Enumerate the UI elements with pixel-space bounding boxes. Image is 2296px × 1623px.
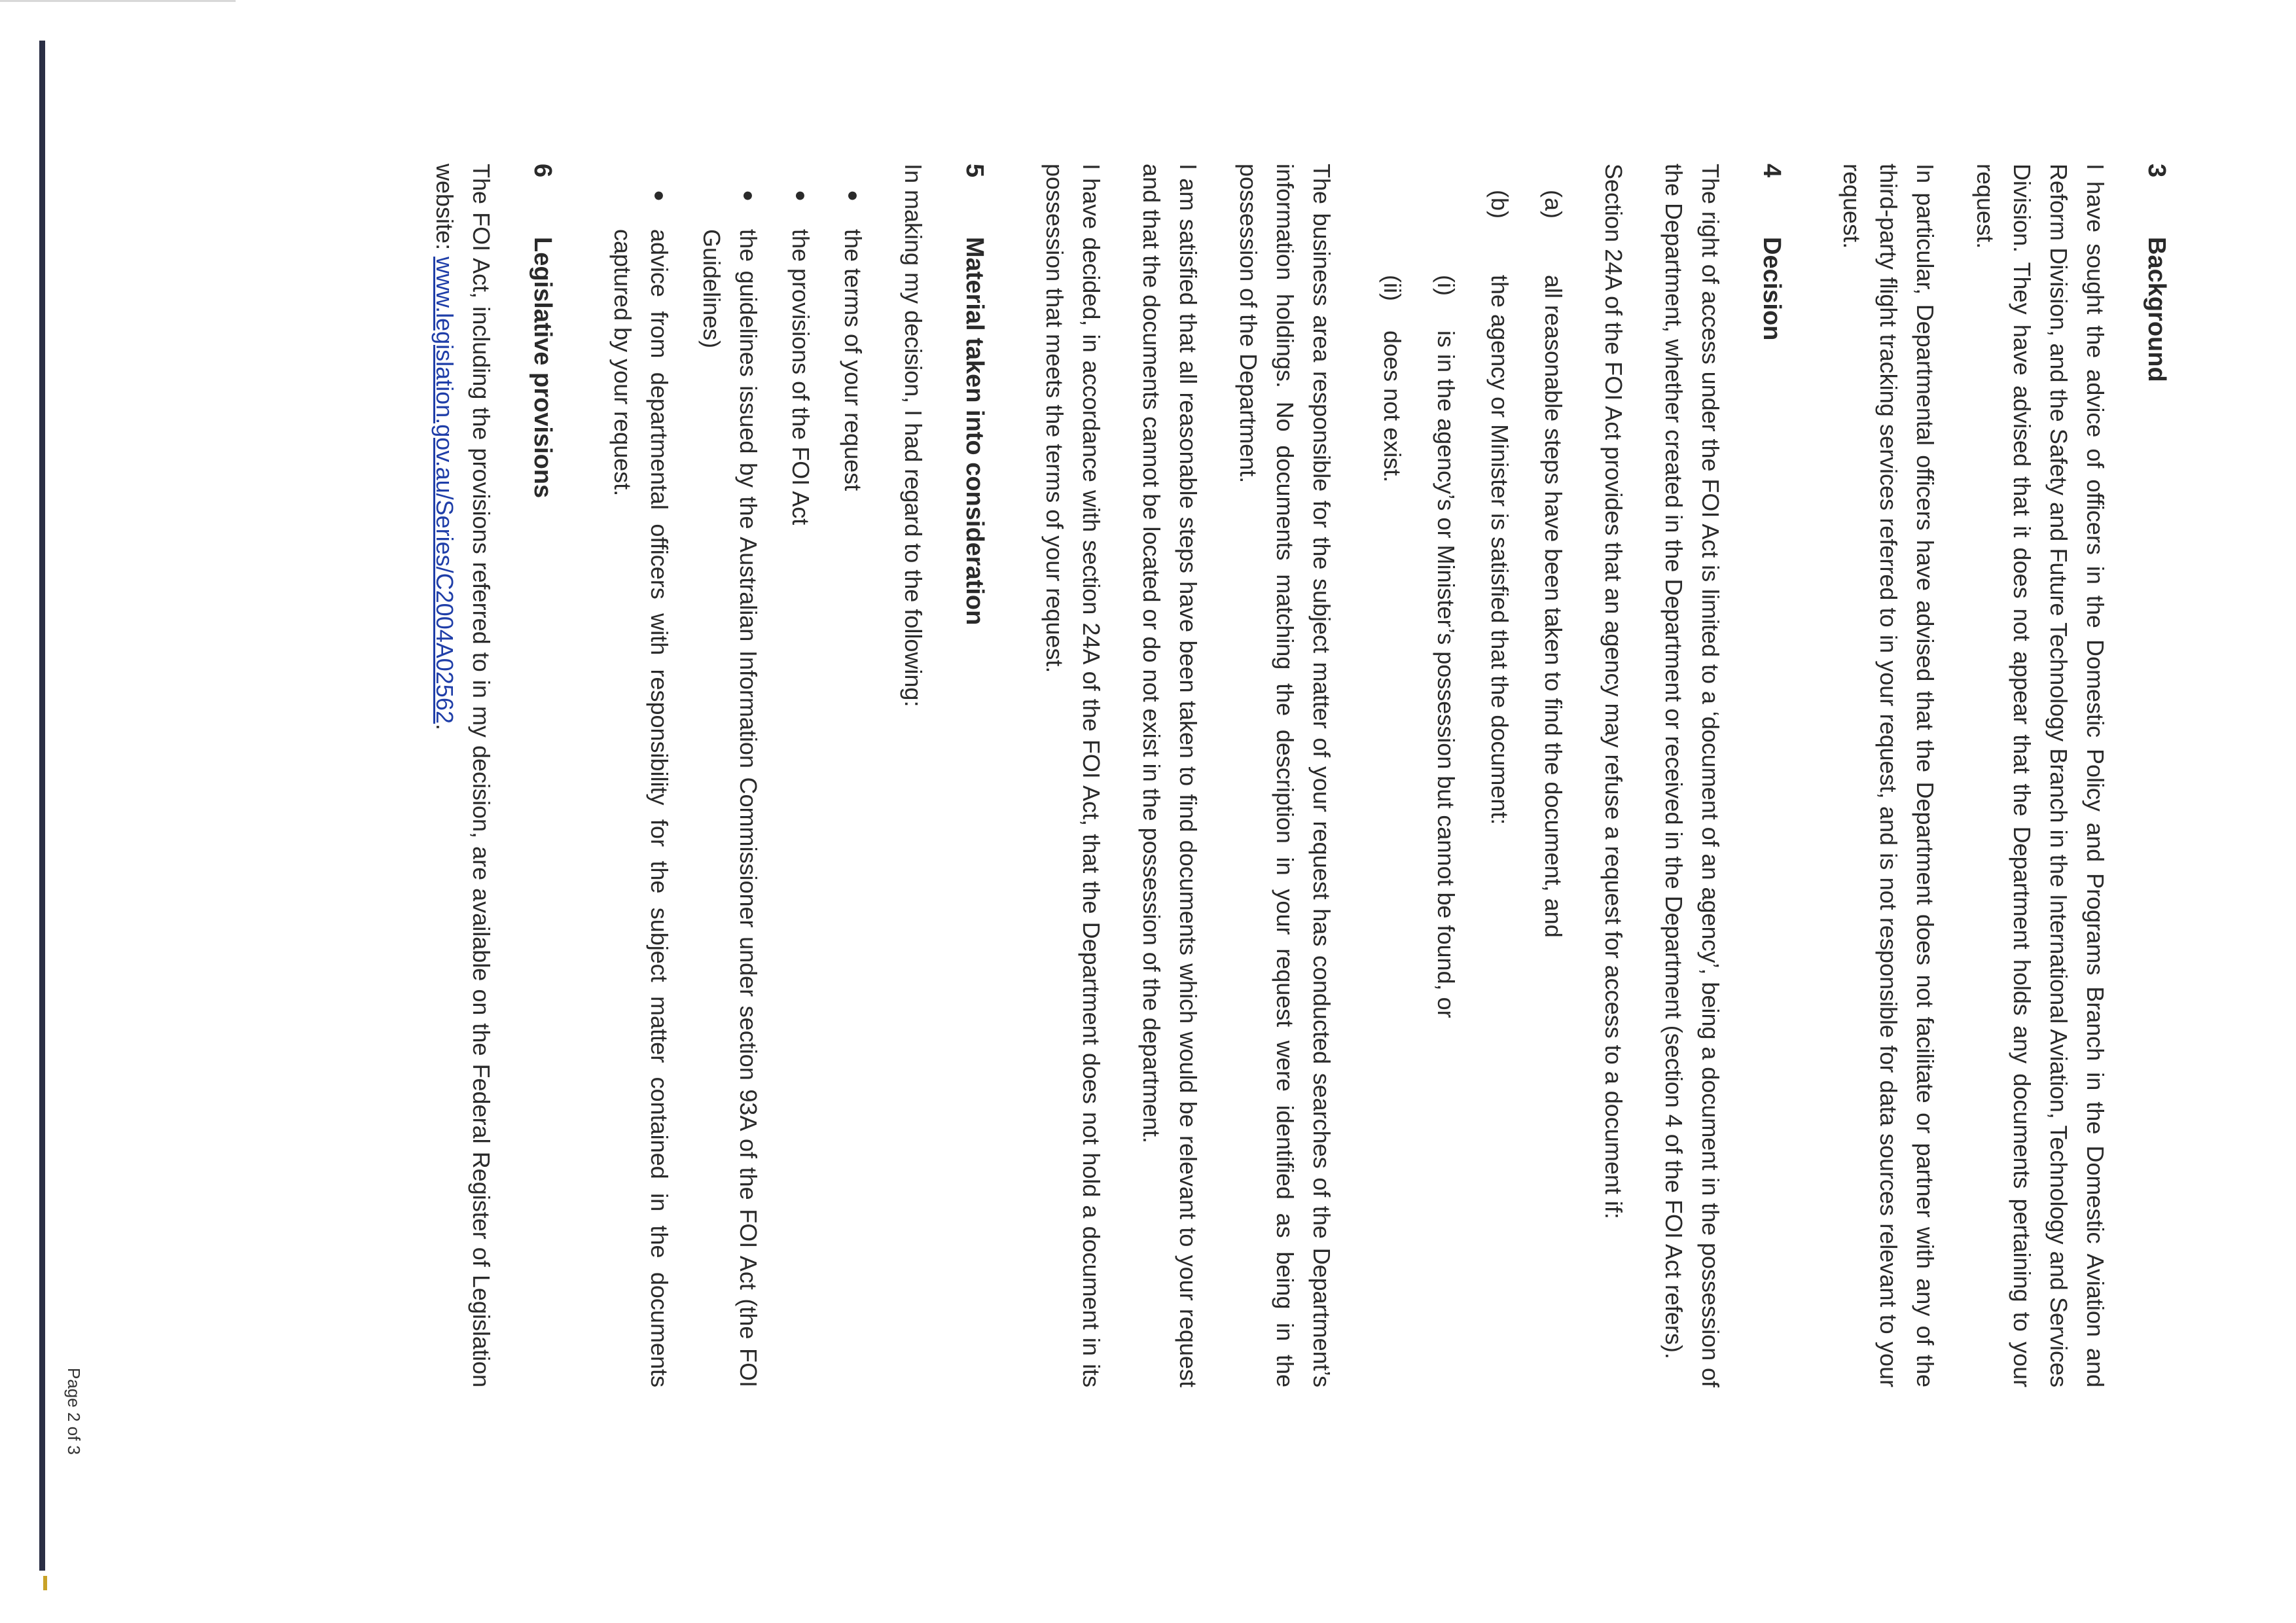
list-marker: (a) — [1540, 190, 1567, 219]
section-title: Decision — [1758, 237, 1785, 341]
section-number: 4 — [1758, 164, 1785, 178]
section-number: 5 — [961, 164, 988, 178]
paragraph: The right of access under the FOI Act is limited to a ‘document of an agency’, being a document in the possession of the Department, whether created in the Department or received in the Department (section 4 of the FOI Act refers). — [1660, 164, 1724, 1387]
paragraph: I am satisfied that all reasonable steps have been taken to find documents which would be relevant to your request and that the documents cannot be located or do not exist in the possession of the department. — [1138, 164, 1202, 1387]
list-item-text: all reasonable steps have been taken to find the document, and — [1540, 275, 1567, 938]
list-item-text: is in the agency’s or Minister’s possession but cannot be found, or — [1433, 330, 1460, 1018]
bullet-icon: ● — [842, 190, 864, 202]
bullet-icon: ● — [790, 190, 812, 202]
list-item — [1357, 164, 1518, 1387]
page-number: Page 2 of 3 — [64, 1368, 84, 1455]
section-decision — [1036, 164, 1790, 1387]
section-material — [604, 164, 993, 1387]
section-heading — [1753, 164, 1790, 1387]
paragraph — [426, 164, 499, 1387]
list-marker: (b) — [1486, 190, 1513, 219]
bullet-item — [782, 164, 819, 1387]
document-body — [383, 164, 2175, 1387]
section-number: 6 — [529, 164, 556, 178]
section-heading — [524, 164, 561, 1387]
list-item-body — [1357, 275, 1518, 1387]
list-item-text: the agency or Minister is satisfied that the document: — [1486, 275, 1513, 825]
paragraph: The business area responsible for the subject matter of your request has conducted searches of the Department’s information holdings. No documents matching the description in your request were identified as being in the possession of the Department. — [1235, 164, 1335, 1387]
bullet-item — [834, 164, 871, 1387]
section-legislative — [426, 164, 561, 1387]
bullet-icon: ● — [649, 190, 670, 202]
section-number: 3 — [2143, 164, 2170, 178]
section-title: Material taken into consideration — [961, 237, 988, 626]
paragraph: I have decided, in accordance with section 24A of the FOI Act, that the Department does not hold a document in its possession that meets the terms of your request. — [1041, 164, 1105, 1387]
bullet-list — [604, 164, 871, 1387]
sub-condition-list — [1374, 275, 1464, 1387]
list-item — [1535, 164, 1571, 1387]
bullet-text: the provisions of the FOI Act — [787, 229, 814, 526]
section-title: Background — [2143, 237, 2170, 382]
bullet-text: the terms of your request — [840, 229, 867, 491]
list-marker: (ii) — [1379, 275, 1406, 301]
list-marker: (i) — [1433, 275, 1460, 296]
section-background — [1833, 164, 2175, 1387]
bullet-item — [604, 164, 677, 1387]
legislation-link[interactable]: www.legislation.gov.au/Series/C2004A02562 — [431, 257, 458, 724]
bullet-text: advice from departmental officers with responsibility for the subject matter contained in the documents captured by your request. — [609, 229, 673, 1387]
paragraph: Section 24A of the FOI Act provides that an agency may refuse a request for access to a document if: — [1600, 164, 1627, 1219]
paragraph-text: . — [431, 723, 458, 730]
bullet-item — [693, 164, 766, 1387]
section-heading — [2138, 164, 2175, 1387]
paragraph: In making my decision, I had regard to the following: — [900, 164, 927, 707]
bullet-icon: ● — [738, 190, 759, 202]
condition-list — [1357, 164, 1571, 1387]
section-heading — [956, 164, 993, 1387]
list-item-text: does not exist. — [1379, 330, 1406, 483]
paragraph: I have sought the advice of officers in the Domestic Policy and Programs Branch in the Domestic Aviation and Reform Division, and the Safety and Future Technology Branch in the International Aviation, Technology and Services Division. They have advised that it does not appear that the Department holds any documents pertaining to your request. — [1972, 164, 2109, 1387]
sub-list-item — [1374, 275, 1410, 1387]
sub-list-item — [1427, 275, 1464, 1387]
paragraph-text: The FOI Act, including the provisions referred to in my decision, are available on the Federal Register of Legislation website: — [431, 164, 495, 1387]
section-title: Legislative provisions — [529, 237, 556, 499]
bullet-text: the guidelines issued by the Australian Information Commissioner under section 93A of the FOI Act (the FOI Guidelines) — [698, 229, 762, 1387]
paragraph: In particular, Departmental officers have advised that the Department does not facilitate or partner with any of the third-party flight tracking services referred to in your request, and is not responsible for data sources relevant to your request. — [1839, 164, 1939, 1387]
